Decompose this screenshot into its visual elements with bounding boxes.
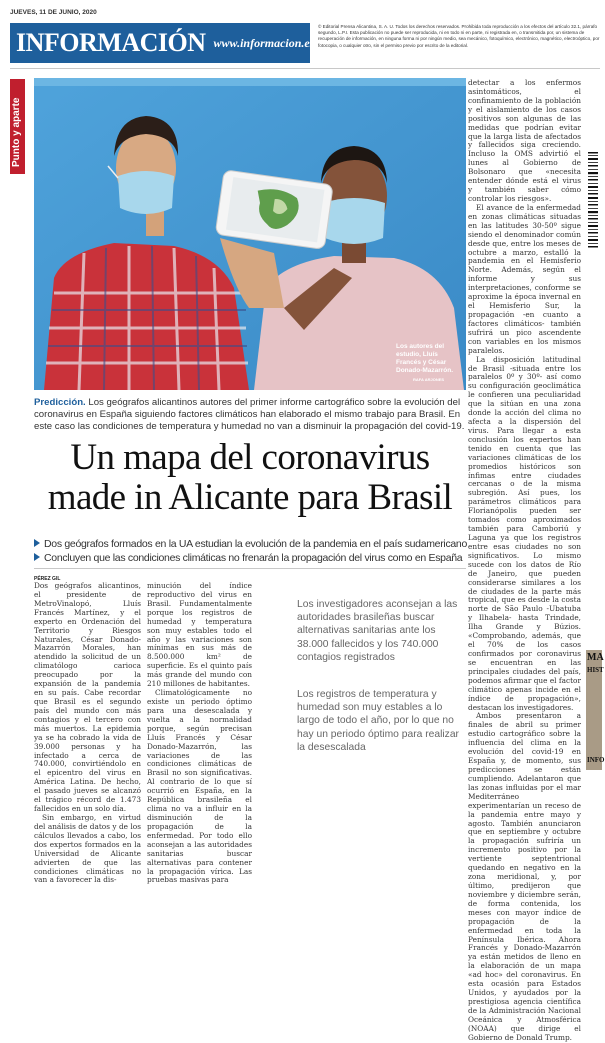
dateline: JUEVES, 11 DE JUNIO, 2020 <box>10 9 97 16</box>
masthead <box>10 23 315 63</box>
headline-line-1: Un mapa del coronavirus <box>70 437 430 478</box>
side-advert <box>586 650 605 770</box>
body-column-2 <box>147 581 252 885</box>
headline-line-2: made in Alicante para Brasil <box>47 476 453 518</box>
section-tab <box>10 79 25 174</box>
headline <box>34 438 466 517</box>
advert-text: MA <box>587 652 604 663</box>
masthead-title: INFORMACIÓN <box>16 28 206 57</box>
paragraph: Ambos presentaron a finales de abril su primer estudio cartográfico sobre la influencia del clima en la evolución del covid-19 en España y, de momento, sus predicciones se están cumpliendo. Adelantaron que las zonas influidas por el mar Mediterráneo experimentarían un receso de la pandemia entre mayo y agosto. También anunciaron que en septiembre y octubre la propagación sufriría un incremento positivo por la vertiente septentrional quedando en negativo en la zona meridional, y, por último, predijeron que noviembre y diciembre serán, de forma contenida, los meses con mayor índice de propagación de la enfermedad en toda la Península Ibérica. Ahora Francés y Donado-Mazarrón ya están metidos de lleno en la elaboración de un mapa «ad hoc» del coronavirus. En esta ocasión para Estados Unidos, y ayudados por la prestigiosa agencia científica de la Administración Nacional Oceánica y Atmosférica (NOAA) que dirige el Gobierno de Donald Trump. <box>468 711 581 1042</box>
lede-lead: Predicción. <box>34 397 86 408</box>
pull-quote: Los registros de temperatura y humedad son muy estables a lo largo de todo el año, por lo que no hay un periodo óptimo para realizar la desescalada <box>297 689 459 753</box>
paragraph: Climatológicamente no existe un periodo óptimo para una desescalada y vuelta a la normalidad porque, según precisan Lluís Francés y César Donado-Mazarrón, las variaciones de las condiciones climáticas de Brasil no son significativas. Al contrario de lo que sí ocurrió en España, en la República brasileña el clima no va a influir en la disminución de la propagación de la enfermedad. Por todo ello aconsejan a las autoridades sanitarias buscar alternativas para contener la propagación vírica. Las pruebas masivas para <box>147 688 252 885</box>
pull-quote: Los investigadores aconsejan a las autoridades brasileñas buscar alternativas sanitarias ante los 38.000 fallecidos y los 740.000 contagios registrados <box>297 599 458 663</box>
paragraph: La disposición latitudinal de Brasil -situada entre los paralelos 0º y 30º- así como su configuración geoclimática le confieren una peculiaridad que la sitúan en una zona donde la acción del clima no afecta a la dispersión del virus. Para llegar a esta conclusión los expertos han tenido en cuenta que las variaciones climáticas de los promedios históricos son ínfimas entre ciudades cercanas o de la misma subregión. Así pues, los parámetros climáticos para Florianópolis pueden ser tomados como aproximados también para Camboriú y Laguna ya que los registros entre esas ciudades no son significativos. Lo mismo sucede con los datos de Río de Janeiro, que pueden considerarse similares a los de ciudades de la parte más tropical, que es desde la costa norte de São Paulo -Ubatuba y Ilhabela- hasta Trindade, Ilha Grande y Búzios. «Comprobando, además, que el 70% de los casos confirmados por coronavirus se encuentran en las principales ciudades del país, podemos afirmar que el factor climático apenas incide en el índice de propagación», destacan los investigadores. <box>468 354 581 712</box>
advert-text: INFO <box>587 756 605 764</box>
paragraph: El avance de la enfermedad en zonas climáticas situadas en las latitudes 30-50º sigue siendo el denominador común desde que, entre los meses de octubre a marzo, estalló la pandemia en el Hemisferio Norte. Además, según el informe y sus interpretaciones, conforme se aproxime la época invernal en el Hemisferio Sur, la propagación -en cuanto a factores climáticos- también sufrirá un pico ascendente con variables en los mismos paralelos. <box>468 202 581 355</box>
masthead-url: www.informacion.es <box>213 35 315 50</box>
paragraph: Dos geógrafos alicantinos, el presidente de MetroVinalopó, Lluís Francés Martínez, y el experto en Ordenación del Territorio y Riesgos Naturales, César Donado-Mazarrón Morales, han atendido la solicitud de un climatólogo carioca preocupado por la expansión de la pandemia en su país. Cabe recordar que Brasil es el segundo país del mundo con más contagios y el tercero con más muertos. La epidemia ya se ha cobrado la vida de 39.000 personas y ha infectado a cerca de 740.000, convirtiéndolo en el epicentro del virus en América Latina. De hecho, el pasado jueves se alcanzó el trágico récord de 1.473 fallecidos en un solo día. <box>34 581 141 814</box>
triangle-bullet-icon <box>34 553 40 561</box>
advert-text: HIST <box>587 666 604 674</box>
body-column-3 <box>468 78 581 1042</box>
triangle-bullet-icon <box>34 539 40 547</box>
header-divider <box>10 68 600 69</box>
subhead: Dos geógrafos formados en la UA estudian la evolución de la pandemia en el país sudamericano <box>34 538 466 552</box>
lede-text: Los geógrafos alicantinos autores del primer informe cartográfico sobre la evolución del coronavirus en España siguiendo factores climáticos han elaborado el mismo trabajo para Brasil. En este caso las condiciones de temperatura y humedad no van a disminuir la propagación del covid-19. <box>34 397 465 432</box>
paragraph: detectar a los enfermos asintomáticos, el confinamiento de la población y el aislamiento de los casos positivos son algunas de las medidas que podrían evitar que la larga lista de afectados y fallecidos siga creciendo. Incluso la OMS advirtió el lunes al Gobierno de Bolsonaro que «necesita entender dónde está el virus y también saber cómo controlar los riesgos». <box>468 78 581 203</box>
byline: PÉREZ GIL <box>34 576 61 582</box>
section-label: Punto y aparte <box>11 97 22 167</box>
legal-notice: © Editorial Prensa Alicantina, S. A. U. Todos los derechos reservados. Prohibida toda reproducción a los efectos del artículo 32.1, párrafo segundo, L.P.I. Esta publicación no puede ser reproducida, ni en todo ni en parte, ni registrada en, o transmitida por, un sistema de recuperación de información, en ninguna forma ni por ningún medio, sea mecánico, fotoquímico, electrónico, magnético, electroóptico, por fotocopia, o cualquier otro, sin el permiso previo por escrito de la editorial. <box>318 24 600 48</box>
paragraph: Sin embargo, en virtud del análisis de datos y de los cálculos llevados a cabo, los dos expertos formados en la Universidad de Alicante advierten de que las condiciones climáticas no van a favorecer la dis- <box>34 812 141 885</box>
photo-credit: RAFA ARJONES <box>413 377 445 382</box>
photo-caption: Los autores del estudio, Lluís Francés y César Donado-Mazarrón. <box>396 343 454 375</box>
subheads <box>34 538 466 565</box>
paragraph: minución del índice reproductivo del virus en Brasil. Fundamentalmente porque los registros de humedad y temperatura son muy estables todo el año y las variaciones son mínimas en sus más de 8.500.000 km² de superficie. Es el quinto país más grande del mundo con 210 millones de habitantes. <box>147 581 252 689</box>
subhead: Concluyen que las condiciones climáticas no frenarán la propagación del virus como en España <box>34 552 466 566</box>
barcode <box>586 150 600 250</box>
body-column-1 <box>34 581 141 885</box>
subhead-divider <box>34 568 466 569</box>
lede <box>34 397 466 432</box>
